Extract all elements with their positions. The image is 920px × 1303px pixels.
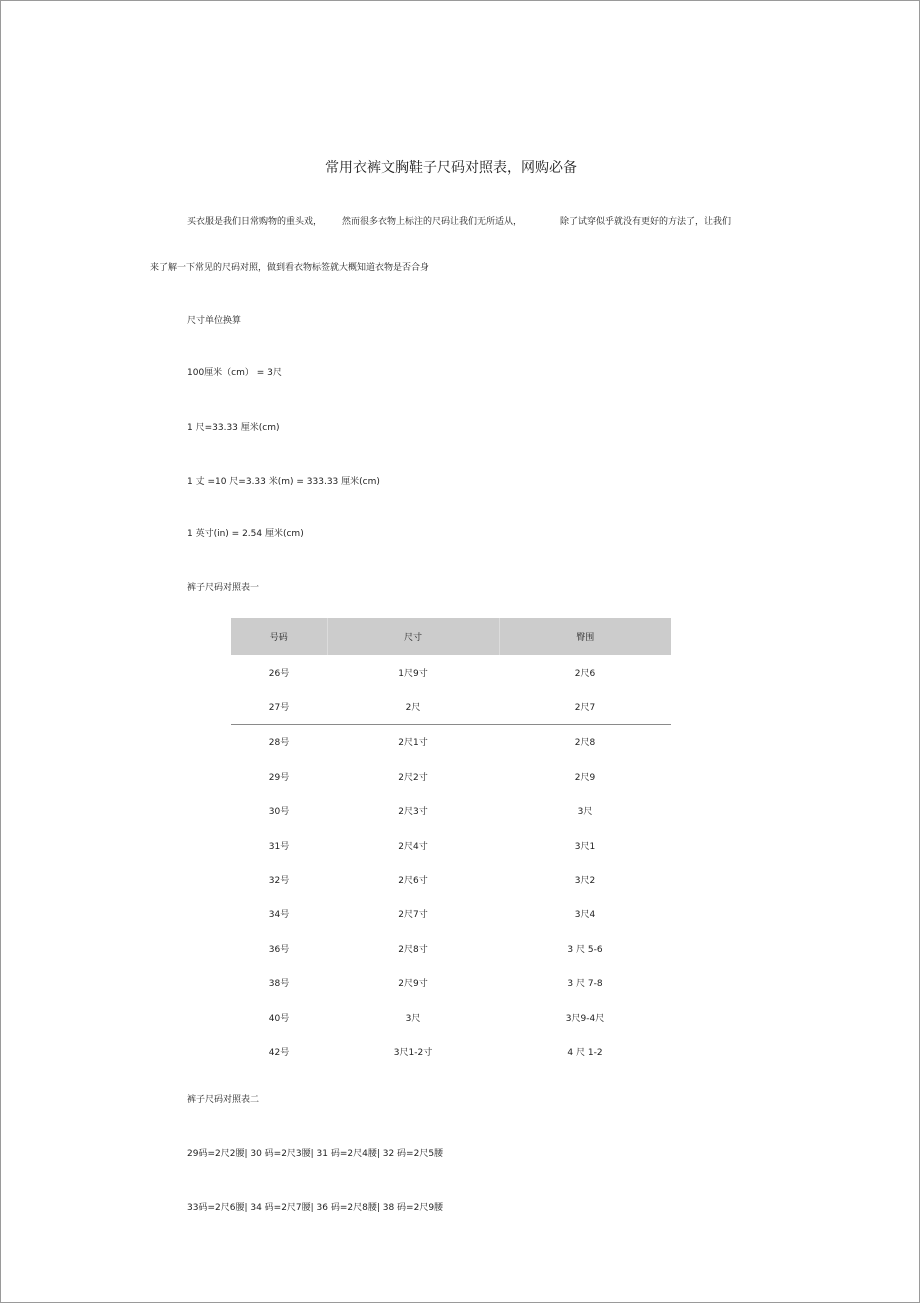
cell-number: 40号 [268,1013,290,1024]
cell-number: 26号 [268,668,290,679]
header-size: 尺寸 [327,618,499,655]
cell-hip: 3 尺 7-8 [567,979,603,990]
table-row [231,1034,671,1068]
cell-size: 2尺4寸 [398,841,428,852]
cell-number: 27号 [268,703,290,714]
unit-line-4: 1 英寸(in) = 2.54 厘米(cm) [187,529,304,539]
table-row [231,724,671,759]
table-row [231,689,671,724]
cell-size: 3尺 [405,1013,421,1024]
header-hip: 臀围 [499,618,671,655]
intro-line-2: 来了解一下常见的尺码对照，做到看衣物标签就大概知道衣物是否合身 [150,263,430,273]
cell-hip: 2尺6 [574,668,596,679]
table-row [231,862,671,896]
cell-size: 1尺9寸 [398,668,428,679]
table-header-row [231,618,671,655]
cell-hip: 2尺9 [574,772,596,783]
table2-heading: 裤子尺码对照表二 [187,1095,260,1105]
cell-size: 2尺8寸 [398,944,428,955]
unit-line-3: 1 丈 =10 尺=3.33 米(m) = 333.33 厘米(cm) [187,477,380,487]
intro-segment-2: 然而很多衣物上标注的尺码让我们无所适从， [342,217,523,227]
table-row [231,759,671,793]
cell-size: 3尺1-2寸 [393,1047,433,1058]
table-row [231,828,671,862]
cell-hip: 2尺8 [499,724,671,759]
table-row [231,897,671,931]
cell-number: 32号 [268,876,290,887]
cell-size: 2尺 [405,703,421,714]
cell-size: 2尺6寸 [398,876,428,887]
table2-line-1: 29码=2尺2腰| 30 码=2尺3腰| 31 码=2尺4腰| 32 码=2尺5腰 [187,1149,444,1159]
cell-hip: 3尺1 [574,841,596,852]
cell-size: 2尺2寸 [398,772,428,783]
cell-hip: 3尺2 [574,876,596,887]
cell-hip: 4 尺 1-2 [567,1047,603,1058]
unit-line-1: 100厘米（cm） = 3尺 [187,368,282,378]
table-row [231,655,671,689]
table1-heading: 裤子尺码对照表一 [187,583,260,593]
document-title: 常用衣裤文胸鞋子尺码对照表，网购必备 [325,160,577,176]
table-row [231,1000,671,1034]
cell-size: 2尺7寸 [398,910,428,921]
cell-hip: 2尺7 [574,703,596,714]
pants-size-table [231,618,671,1069]
cell-number: 30号 [268,807,290,818]
table-row [231,966,671,1000]
cell-hip: 3 尺 5-6 [567,944,603,955]
cell-number: 28号 [231,724,327,759]
header-number: 号码 [231,618,327,655]
cell-hip: 3尺 [577,807,593,818]
unit-line-2: 1 尺=33.33 厘米(cm) [187,423,280,433]
table-row [231,794,671,828]
cell-hip: 3尺4 [574,910,596,921]
cell-size: 2尺9寸 [398,979,428,990]
cell-hip: 3尺9-4尺 [565,1013,605,1024]
intro-segment-3: 除了试穿似乎就没有更好的方法了，让我们 [560,217,732,227]
unit-section-heading: 尺寸单位换算 [187,316,242,326]
cell-number: 29号 [268,772,290,783]
cell-size: 2尺1寸 [327,724,499,759]
cell-number: 31号 [268,841,290,852]
cell-size: 2尺3寸 [398,807,428,818]
cell-number: 42号 [268,1047,290,1058]
cell-number: 34号 [268,910,290,921]
cell-number: 38号 [268,979,290,990]
table2-line-2: 33码=2尺6腰| 34 码=2尺7腰| 36 码=2尺8腰| 38 码=2尺9腰 [187,1203,444,1213]
intro-segment-1: 买衣服是我们日常购物的重头戏， [187,217,323,227]
table-row [231,931,671,965]
cell-number: 36号 [268,944,290,955]
